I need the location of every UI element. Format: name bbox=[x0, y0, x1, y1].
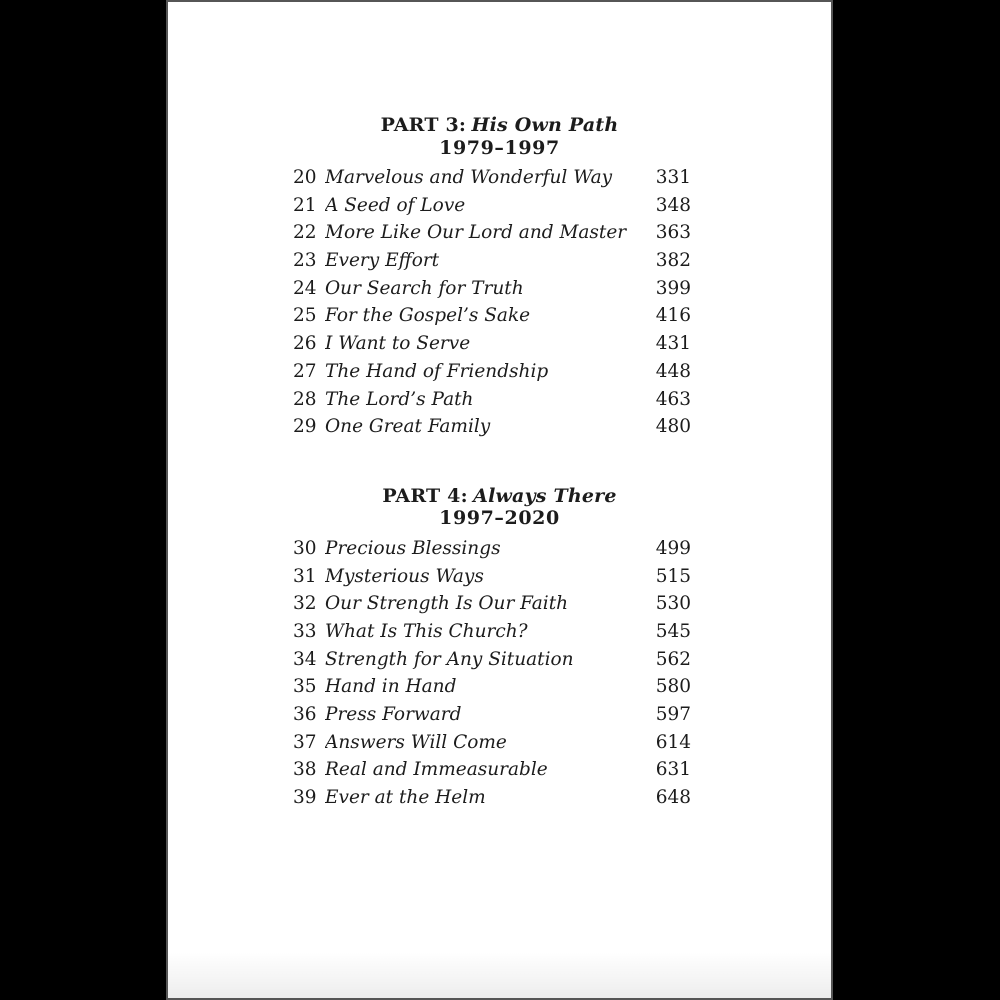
chapter-title: Answers Will Come bbox=[325, 731, 507, 753]
right-letterbox bbox=[834, 0, 1000, 1000]
chapter-title: The Lord’s Path bbox=[325, 388, 474, 410]
chapter-number: 23 bbox=[293, 250, 317, 272]
toc-part-section bbox=[168, 114, 831, 441]
part-title: Always There bbox=[473, 484, 617, 507]
toc-entry[interactable] bbox=[168, 646, 831, 674]
chapter-title: Our Strength Is Our Faith bbox=[325, 593, 569, 615]
book-page bbox=[166, 0, 833, 1000]
chapter-number: 29 bbox=[293, 416, 317, 438]
chapter-number: 37 bbox=[293, 731, 317, 753]
chapter-number: 31 bbox=[293, 565, 317, 587]
chapter-title: Our Search for Truth bbox=[325, 277, 524, 299]
toc-entry[interactable] bbox=[168, 756, 831, 784]
toc-entries bbox=[168, 535, 831, 812]
chapter-number: 39 bbox=[293, 787, 317, 809]
toc-entry[interactable] bbox=[168, 358, 831, 386]
chapter-page-number: 399 bbox=[655, 277, 691, 299]
chapter-page-number: 545 bbox=[655, 620, 691, 642]
chapter-title: Real and Immeasurable bbox=[325, 759, 548, 781]
toc-part-section bbox=[168, 485, 831, 812]
chapter-number: 28 bbox=[293, 388, 317, 410]
chapter-number: 27 bbox=[293, 360, 317, 382]
chapter-number: 38 bbox=[293, 759, 317, 781]
chapter-title: Precious Blessings bbox=[325, 537, 501, 559]
chapter-page-number: 614 bbox=[655, 731, 691, 753]
chapter-title: The Hand of Friendship bbox=[325, 360, 549, 382]
toc-entry[interactable] bbox=[168, 729, 831, 757]
chapter-title: I Want to Serve bbox=[325, 333, 471, 355]
chapter-page-number: 431 bbox=[655, 333, 691, 355]
toc-entry[interactable] bbox=[168, 386, 831, 414]
chapter-page-number: 463 bbox=[655, 388, 691, 410]
chapter-title: Marvelous and Wonderful Way bbox=[325, 167, 613, 188]
chapter-title: More Like Our Lord and Master bbox=[325, 222, 627, 244]
chapter-title: Strength for Any Situation bbox=[325, 648, 574, 670]
chapter-page-number: 515 bbox=[655, 565, 691, 587]
part-heading bbox=[168, 485, 831, 508]
part-years: 1979–1997 bbox=[439, 136, 560, 159]
part-years: 1997–2020 bbox=[439, 507, 560, 530]
toc-entry[interactable] bbox=[168, 219, 831, 247]
chapter-page-number: 480 bbox=[655, 416, 691, 438]
chapter-page-number: 562 bbox=[655, 648, 691, 670]
part-label: PART 3: bbox=[380, 114, 467, 136]
part-heading bbox=[168, 114, 831, 137]
chapter-number: 30 bbox=[293, 537, 317, 559]
chapter-title: One Great Family bbox=[325, 416, 491, 438]
chapter-page-number: 631 bbox=[655, 759, 691, 781]
toc-entry[interactable] bbox=[168, 563, 831, 591]
chapter-title: Hand in Hand bbox=[325, 676, 457, 698]
toc-entry[interactable] bbox=[168, 275, 831, 303]
chapter-page-number: 597 bbox=[655, 704, 691, 725]
chapter-title: Mysterious Ways bbox=[325, 565, 484, 587]
chapter-page-number: 348 bbox=[655, 194, 691, 216]
chapter-title: For the Gospel’s Sake bbox=[325, 305, 531, 327]
chapter-page-number: 530 bbox=[655, 593, 691, 615]
toc-entry[interactable] bbox=[168, 590, 831, 618]
toc-entry[interactable] bbox=[168, 673, 831, 701]
chapter-page-number: 448 bbox=[655, 360, 691, 382]
toc-entry[interactable] bbox=[168, 701, 831, 729]
chapter-page-number: 499 bbox=[655, 537, 691, 559]
toc-entry[interactable] bbox=[168, 247, 831, 275]
chapter-page-number: 416 bbox=[655, 305, 691, 327]
part-label: PART 4: bbox=[382, 484, 468, 507]
chapter-number: 24 bbox=[293, 277, 317, 299]
toc-entry[interactable] bbox=[168, 413, 831, 441]
chapter-title: What Is This Church? bbox=[325, 620, 528, 642]
chapter-number: 32 bbox=[293, 593, 317, 615]
chapter-number: 20 bbox=[293, 167, 317, 188]
chapter-number: 33 bbox=[293, 620, 317, 642]
chapter-number: 26 bbox=[293, 333, 317, 355]
toc-entries bbox=[168, 164, 831, 441]
chapter-number: 21 bbox=[293, 194, 317, 216]
chapter-title: Press Forward bbox=[325, 704, 462, 725]
toc-entry[interactable] bbox=[168, 784, 831, 812]
chapter-number: 35 bbox=[293, 676, 317, 698]
chapter-number: 22 bbox=[293, 222, 317, 244]
chapter-page-number: 382 bbox=[655, 250, 691, 272]
toc-entry[interactable] bbox=[168, 164, 831, 192]
part-title: His Own Path bbox=[471, 114, 619, 136]
left-letterbox bbox=[0, 0, 166, 1000]
chapter-page-number: 331 bbox=[655, 167, 691, 188]
chapter-number: 34 bbox=[293, 648, 317, 670]
chapter-title: Ever at the Helm bbox=[325, 787, 486, 809]
toc-entry[interactable] bbox=[168, 192, 831, 220]
chapter-title: A Seed of Love bbox=[325, 194, 466, 216]
chapter-number: 36 bbox=[293, 704, 317, 725]
chapter-number: 25 bbox=[293, 305, 317, 327]
toc-entry[interactable] bbox=[168, 535, 831, 563]
toc-entry[interactable] bbox=[168, 302, 831, 330]
chapter-page-number: 648 bbox=[655, 787, 691, 809]
table-of-contents bbox=[168, 2, 831, 812]
toc-entry[interactable] bbox=[168, 330, 831, 358]
chapter-page-number: 363 bbox=[655, 222, 691, 244]
chapter-page-number: 580 bbox=[655, 676, 691, 698]
chapter-title: Every Effort bbox=[325, 250, 440, 272]
toc-entry[interactable] bbox=[168, 618, 831, 646]
